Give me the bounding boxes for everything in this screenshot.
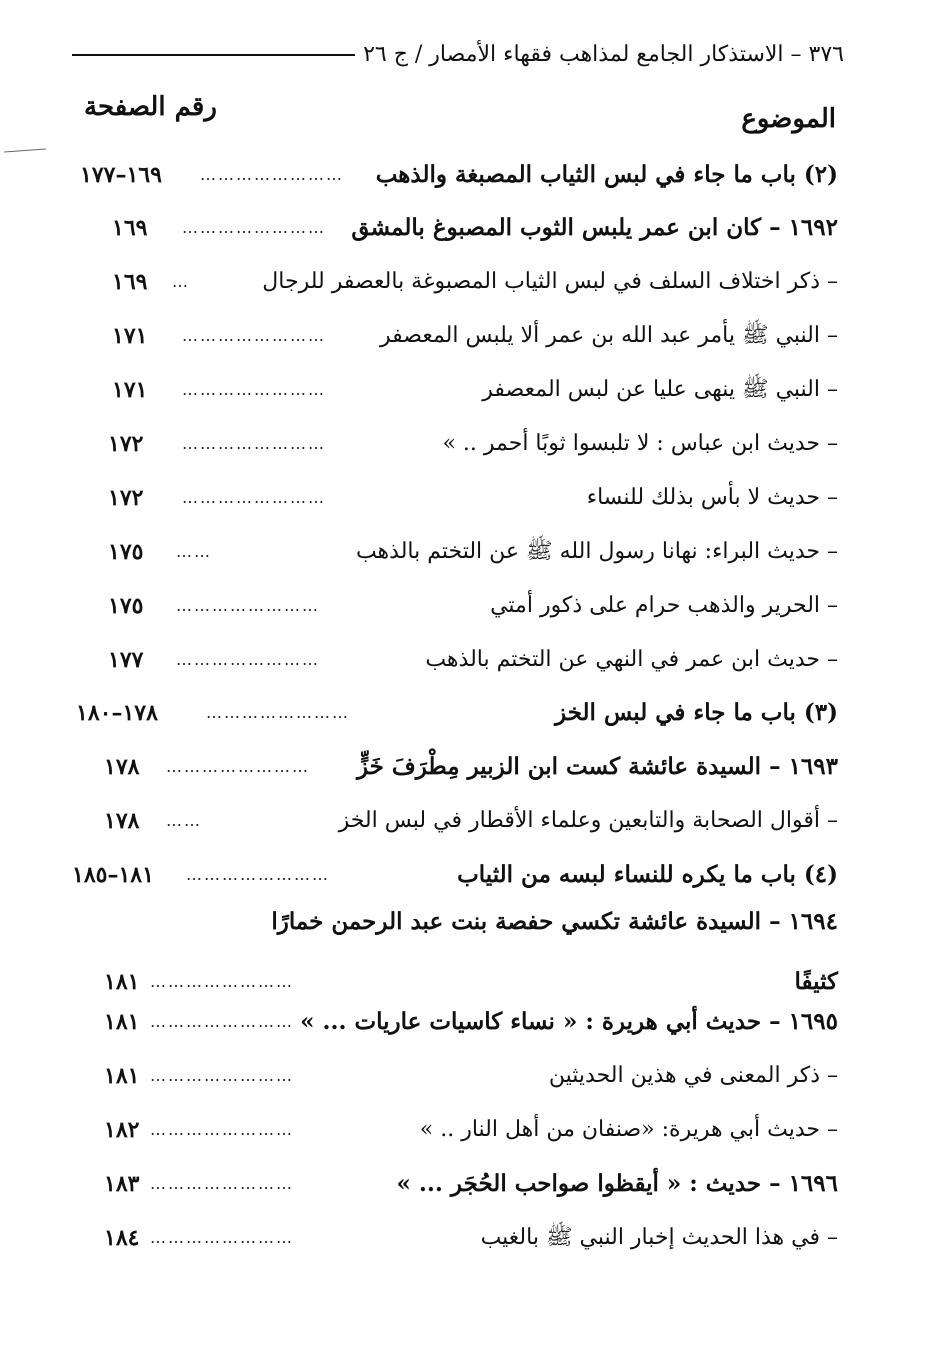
toc-entry-title: – حديث ابن عباس : لا تلبسوا ثوبًا أحمر .. » [442, 431, 838, 456]
toc-entry-title: – ذكر اختلاف السلف في لبس الثياب المصبوغة بالعصفر للرجال [262, 269, 838, 294]
toc-entry-title: – حديث ابن عمر في النهي عن التختم بالذهب [425, 647, 838, 672]
toc-entry-title: – حديث لا بأس بذلك للنساء [586, 485, 838, 510]
toc-entry-dot-leader: …………………… [182, 380, 326, 399]
toc-entry-title-continuation: كثيفًا [794, 968, 838, 995]
toc-entry-page: ١٨١ [104, 1009, 140, 1035]
toc-entry-title: – الحرير والذهب حرام على ذكور أمتي [490, 593, 838, 618]
toc-entry-dot-leader: …………………… [176, 650, 320, 669]
running-head-rule [72, 54, 355, 56]
toc-entry-dot-leader: …… [176, 542, 212, 561]
toc-entry-dot-leader: …………………… [200, 165, 344, 184]
toc-entry-title: – حديث البراء: نهانا رسول الله ﷺ عن التختم بالذهب [355, 539, 838, 564]
toc-entry-title: ١٦٩٦ – حديث : « أيقظوا صواحب الحُجَر ... » [396, 1170, 838, 1197]
toc-entry-title: ١٦٩٥ – حديث أبي هريرة : « نساء كاسيات عاريات ... » [300, 1008, 838, 1035]
page-number-column-header: رقم الصفحة [84, 92, 217, 122]
toc-entry-page: ١٨١–١٨٥ [72, 862, 154, 888]
toc-entry-title: – حديث أبي هريرة: «صنفان من أهل النار .. » [419, 1117, 838, 1142]
toc-entry-page: ١٨١ [104, 1063, 140, 1089]
toc-entry-title: ١٦٩٣ – السيدة عائشة كست ابن الزبير مِطْرَفَ خَزٍّ [356, 753, 838, 780]
toc-entry-page: ١٧٢ [108, 485, 144, 511]
toc-entry-title: – في هذا الحديث إخبار النبي ﷺ بالغيب [480, 1225, 838, 1250]
toc-entry [0, 640, 952, 680]
toc-entry-dot-leader: …………………… [150, 1012, 294, 1031]
running-head-text: ٣٧٦ – الاستذكار الجامع لمذاهب فقهاء الأمصار / ج ٢٦ [363, 41, 844, 67]
toc-entry-title: – النبي ﷺ ينهى عليا عن لبس المعصفر [482, 377, 838, 402]
toc-entry [0, 1218, 952, 1258]
toc-entry-page: ١٧٨–١٨٠ [76, 700, 158, 726]
toc-entry-page: ١٨٢ [104, 1117, 140, 1143]
toc-entry [0, 962, 952, 1002]
toc-entry [0, 586, 952, 626]
toc-entry [0, 693, 952, 733]
toc-entry-page: ١٦٩ [112, 215, 148, 241]
toc-entry [0, 1110, 952, 1150]
toc-entry-dot-leader: …………………… [182, 434, 326, 453]
toc-entry-dot-leader: …………………… [150, 1120, 294, 1139]
toc-entry-page: ١٧٨ [104, 808, 140, 834]
toc-entry [0, 1056, 952, 1096]
topic-column-header: الموضوع [741, 104, 836, 134]
toc-entry [0, 262, 952, 302]
toc-entry-dot-leader: …………………… [150, 1228, 294, 1247]
toc-entry-title: (٣) باب ما جاء في لبس الخز [555, 699, 838, 726]
margin-mark [4, 149, 46, 153]
toc-entry-page: ١٦٩–١٧٧ [80, 162, 162, 188]
toc-entry-page: ١٧٧ [108, 647, 144, 673]
toc-entry-dot-leader: …………………… [186, 865, 330, 884]
toc-entry-dot-leader: …………………… [150, 972, 294, 991]
toc-entry [0, 316, 952, 356]
toc-entry-dot-leader: …………………… [150, 1174, 294, 1193]
toc-entry [0, 532, 952, 572]
toc-entry-dot-leader: …………………… [182, 326, 326, 345]
toc-entry [0, 478, 952, 518]
toc-entry [0, 155, 952, 195]
toc-entry [0, 747, 952, 787]
toc-entry-dot-leader: …… [166, 811, 202, 830]
toc-entry-page: ١٧٥ [108, 593, 144, 619]
toc-entry-dot-leader: …………………… [182, 218, 326, 237]
toc-entry-title: (٢) باب ما جاء في لبس الثياب المصبغة والذهب [375, 161, 838, 188]
toc-entry [0, 801, 952, 841]
toc-entry [0, 855, 952, 895]
toc-entry-page: ١٨٣ [104, 1171, 140, 1197]
toc-entry-page: ١٨٤ [104, 1225, 140, 1251]
toc-entry-page: ١٧٥ [108, 539, 144, 565]
toc-entry [0, 1164, 952, 1204]
toc-entry-dot-leader: …………………… [150, 1066, 294, 1085]
toc-entry-page: ١٦٩ [112, 269, 148, 295]
toc-entry-dot-leader: … [172, 272, 190, 291]
toc-entry-title: – النبي ﷺ يأمر عبد الله بن عمر ألا يلبس المعصفر [380, 323, 838, 348]
running-head [72, 34, 844, 74]
toc-entry [0, 1002, 952, 1042]
toc-entry-page: ١٧٨ [104, 754, 140, 780]
toc-entry [0, 370, 952, 410]
toc-entry-dot-leader: …………………… [176, 596, 320, 615]
toc-entry-title: ١٦٩٤ – السيدة عائشة تكسي حفصة بنت عبد الرحمن خمارًا [271, 908, 838, 935]
toc-entry-page: ١٧١ [112, 323, 148, 349]
toc-entry-page: ١٧٢ [108, 431, 144, 457]
toc-entry-page: ١٨١ [104, 969, 140, 995]
toc-entry-title: (٤) باب ما يكره للنساء لبسه من الثياب [457, 861, 838, 888]
toc-entry-dot-leader: …………………… [166, 757, 310, 776]
toc-entry-dot-leader: …………………… [182, 488, 326, 507]
toc-entry-title: – أقوال الصحابة والتابعين وعلماء الأقطار في لبس الخز [338, 808, 838, 833]
toc-entry-dot-leader: …………………… [206, 703, 350, 722]
toc-entry-title: ١٦٩٢ – كان ابن عمر يلبس الثوب المصبوغ بالمشق [351, 214, 838, 241]
toc-entry [0, 208, 952, 248]
toc-entry-title: – ذكر المعنى في هذين الحديثين [548, 1063, 838, 1088]
toc-entry [0, 424, 952, 464]
toc-entry-page: ١٧١ [112, 377, 148, 403]
